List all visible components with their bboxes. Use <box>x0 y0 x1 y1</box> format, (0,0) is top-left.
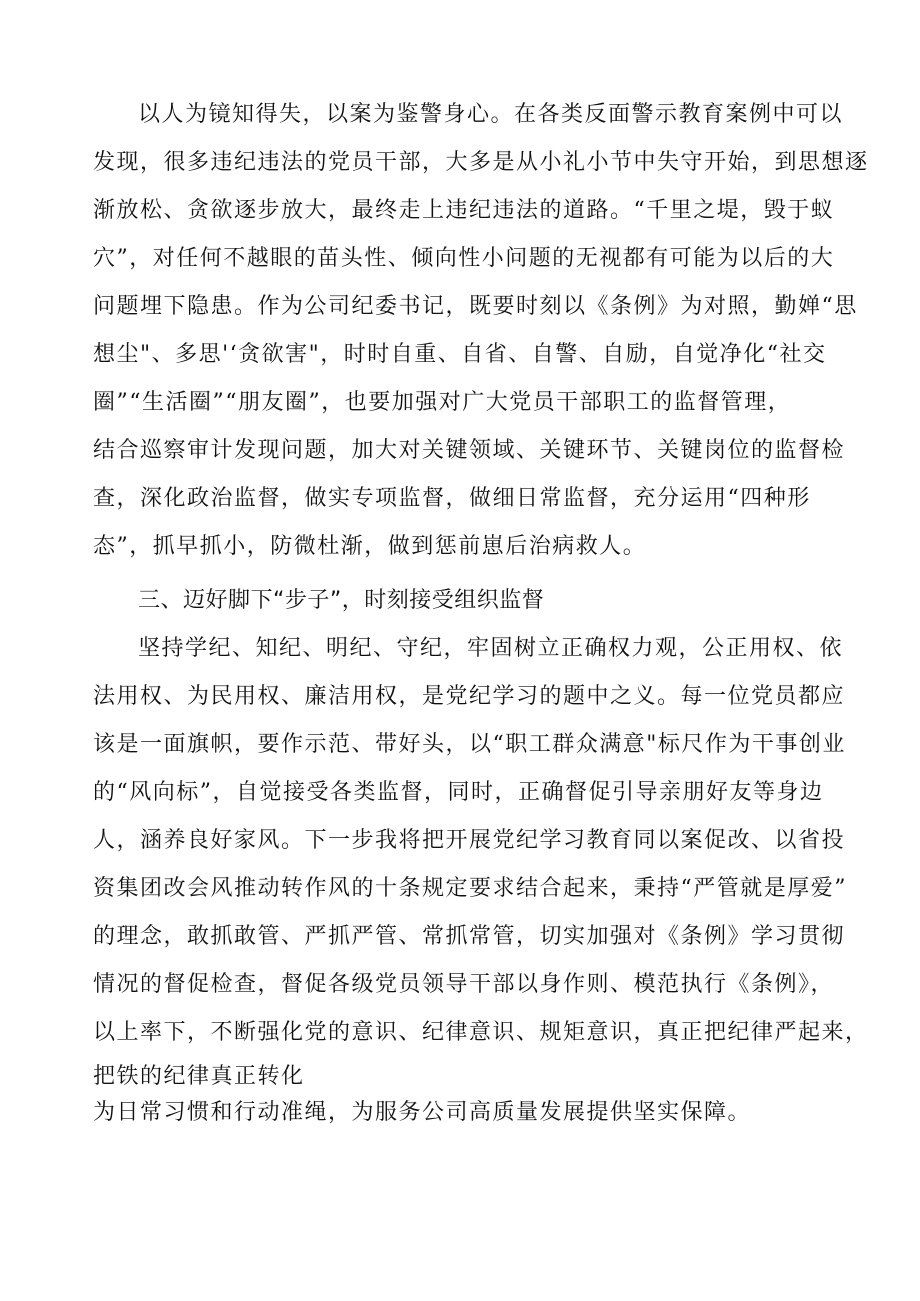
paragraph-1-line-8: 结合巡察审计发现问题，加大对关键领域、关键环节、关键岗位的监督检 <box>93 438 846 463</box>
paragraph-1-line-1: 以人为镜知得失，以案为鉴警身心。在各类反面警示教育案例中可以 <box>138 102 844 127</box>
paragraph-2-line-11: 为日常习惯和行动准绳，为服务公司高质量发展提供坚实保障。 <box>93 1100 752 1125</box>
paragraph-2-line-2: 法用权、为民用权、廉洁用权，是党纪学习的题中之义。每一位党员都应 <box>93 684 846 709</box>
paragraph-2-line-7: 的理念，敢抓敢管、严抓严管、常抓常管，切实加强对《条例》学习贯彻 <box>93 924 846 949</box>
paragraph-1-line-10: 态”，抓早抓小，防微杜渐，做到惩前崽后治病救人。 <box>93 534 647 559</box>
paragraph-1-line-4: 穴”，对任何不越眼的苗头性、倾向性小问题的无视都有可能为以后的大 <box>93 246 835 271</box>
paragraph-1-line-3: 渐放松、贪欲逐步放大，最终走上违纪违法的道路。“千里之堤，毁于蚁 <box>93 198 835 223</box>
paragraph-2-line-10: 把铁的纪律真正转化 <box>93 1064 305 1089</box>
paragraph-1-line-6: 想尘"、多思'‘贪欲害"，时时自重、自省、自警、自励，自觉净化“社交 <box>93 342 827 367</box>
paragraph-1-line-9: 查，深化政治监督，做实专项监督，做细日常监督，充分运用“四种形 <box>93 486 811 511</box>
section-heading-3: 三、迈好脚下“步子”，时刻接受组织监督 <box>138 588 545 613</box>
paragraph-2-line-8: 情况的督促检查，督促各级党员领导干部以身作则、模范执行《条例》， <box>93 972 835 997</box>
paragraph-1-line-2: 发现，很多违纪违法的党员干部，大多是从小礼小节中失守开始，到思想逐 <box>93 150 869 175</box>
paragraph-1-line-5: 问题埋下隐患。作为公司纪委书记，既要时刻以《条例》为对照，勤婵“思 <box>93 294 858 319</box>
paragraph-2-line-9: 以上率下，不断强化党的意识、纪律意识、规矩意识，真正把纪律严起来， <box>93 1020 869 1045</box>
paragraph-1-line-7: 圈”“生活圈”“朋友圈”，也要加强对广大党员干部职工的监督管理， <box>93 390 792 415</box>
paragraph-2-line-4: 的“风向标”，自觉接受各类监督，同时，正确督促引导亲朋好友等身边 <box>93 780 824 805</box>
paragraph-2-line-3: 该是一面旗帜，要作示范、带好头，以“职工群众满意"标尺作为干事创业 <box>93 732 846 757</box>
paragraph-2-line-5: 人，涵养良好家风。下一步我将把开展党纪学习教育同以案促改、以省投 <box>93 828 846 853</box>
paragraph-2-line-1: 坚持学纪、知纪、明纪、守纪，牢固树立正确权力观，公正用权、依 <box>138 636 844 661</box>
paragraph-2-line-6: 资集团改会风推动转作风的十条规定要求结合起来，秉持“严管就是厚爱” <box>93 876 847 901</box>
